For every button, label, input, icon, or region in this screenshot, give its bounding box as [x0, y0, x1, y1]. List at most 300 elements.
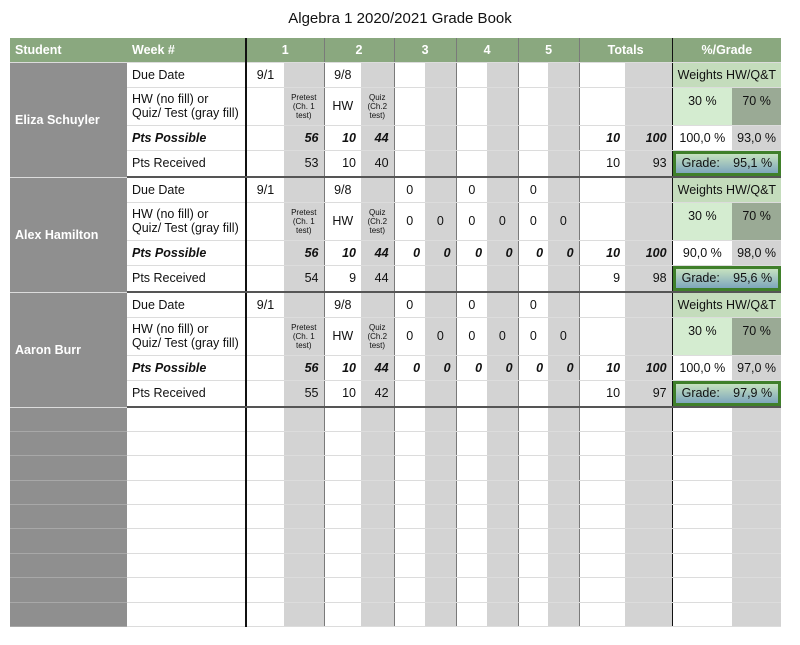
due-date-cell[interactable]: [425, 62, 456, 87]
empty-week-cell[interactable]: [284, 407, 324, 431]
empty-week-cell[interactable]: [548, 480, 579, 504]
assignment-type-cell[interactable]: [456, 87, 487, 125]
empty-label-cell[interactable]: [127, 529, 246, 553]
header-week-3[interactable]: 3: [394, 38, 456, 62]
pts-possible-cell[interactable]: 0: [487, 355, 518, 380]
empty-student-cell[interactable]: [10, 456, 127, 480]
empty-total-qt[interactable]: [625, 505, 672, 529]
empty-week-cell[interactable]: [246, 431, 284, 455]
empty-week-cell[interactable]: [361, 431, 394, 455]
empty-pct-qt[interactable]: [732, 578, 781, 602]
empty-week-cell[interactable]: [284, 578, 324, 602]
header-week-5[interactable]: 5: [518, 38, 579, 62]
empty-week-cell[interactable]: [487, 505, 518, 529]
pts-possible-cell[interactable]: 0: [394, 240, 425, 265]
total-hw-cell[interactable]: [579, 292, 625, 317]
empty-week-cell[interactable]: [487, 480, 518, 504]
due-date-cell[interactable]: [548, 177, 579, 202]
empty-week-cell[interactable]: [246, 407, 284, 431]
empty-week-cell[interactable]: [487, 553, 518, 577]
empty-student-cell[interactable]: [10, 602, 127, 626]
empty-total-hw[interactable]: [579, 456, 625, 480]
empty-week-cell[interactable]: [324, 480, 361, 504]
empty-total-qt[interactable]: [625, 407, 672, 431]
pts-received-cell[interactable]: [548, 265, 579, 292]
empty-week-cell[interactable]: [394, 553, 425, 577]
empty-week-cell[interactable]: [284, 456, 324, 480]
due-date-cell[interactable]: [361, 177, 394, 202]
empty-total-hw[interactable]: [579, 431, 625, 455]
weight-hw-input[interactable]: 30 %: [672, 317, 732, 355]
weight-qt-input[interactable]: 70 %: [732, 202, 781, 240]
empty-week-cell[interactable]: [518, 553, 548, 577]
due-date-cell[interactable]: 9/8: [324, 292, 361, 317]
assignment-type-cell[interactable]: Pretest (Ch. 1 test): [284, 202, 324, 240]
assignment-type-cell[interactable]: [425, 87, 456, 125]
due-date-cell[interactable]: [284, 292, 324, 317]
empty-week-cell[interactable]: [246, 505, 284, 529]
assignment-type-cell[interactable]: 0: [487, 317, 518, 355]
due-date-cell[interactable]: 0: [456, 292, 487, 317]
pts-received-cell[interactable]: 42: [361, 380, 394, 407]
total-hw-cell[interactable]: [579, 87, 625, 125]
empty-week-cell[interactable]: [394, 529, 425, 553]
pts-received-cell[interactable]: 53: [284, 150, 324, 177]
pts-received-cell[interactable]: [518, 265, 548, 292]
empty-week-cell[interactable]: [518, 480, 548, 504]
empty-week-cell[interactable]: [284, 431, 324, 455]
pts-possible-cell[interactable]: 10: [324, 355, 361, 380]
empty-total-hw[interactable]: [579, 407, 625, 431]
empty-week-cell[interactable]: [361, 480, 394, 504]
empty-week-cell[interactable]: [284, 602, 324, 626]
total-possible-qt: 100: [625, 355, 672, 380]
empty-week-cell[interactable]: [425, 431, 456, 455]
assignment-type-cell[interactable]: HW: [324, 202, 361, 240]
assignment-type-cell[interactable]: [246, 317, 284, 355]
total-hw-cell[interactable]: [579, 317, 625, 355]
empty-student-cell[interactable]: [10, 407, 127, 431]
assignment-type-cell[interactable]: 0: [425, 317, 456, 355]
assignment-type-cell[interactable]: 0: [487, 202, 518, 240]
empty-student-cell[interactable]: [10, 480, 127, 504]
pts-possible-cell[interactable]: [548, 125, 579, 150]
empty-week-cell[interactable]: [518, 431, 548, 455]
due-date-cell[interactable]: [425, 292, 456, 317]
empty-pct-hw[interactable]: [672, 407, 732, 431]
empty-week-cell[interactable]: [425, 578, 456, 602]
empty-week-cell[interactable]: [425, 553, 456, 577]
total-qt-cell[interactable]: [625, 202, 672, 240]
pts-possible-cell[interactable]: [246, 240, 284, 265]
empty-total-hw[interactable]: [579, 505, 625, 529]
pts-possible-cell[interactable]: 44: [361, 240, 394, 265]
empty-student-cell[interactable]: [10, 529, 127, 553]
empty-label-cell[interactable]: [127, 505, 246, 529]
empty-week-cell[interactable]: [518, 602, 548, 626]
empty-week-cell[interactable]: [518, 505, 548, 529]
due-date-cell[interactable]: [548, 62, 579, 87]
pts-received-cell[interactable]: [487, 265, 518, 292]
empty-week-cell[interactable]: [324, 456, 361, 480]
empty-week-cell[interactable]: [361, 602, 394, 626]
empty-pct-qt[interactable]: [732, 431, 781, 455]
empty-week-cell[interactable]: [246, 529, 284, 553]
due-date-cell[interactable]: 0: [394, 292, 425, 317]
empty-week-cell[interactable]: [456, 505, 487, 529]
assignment-type-cell[interactable]: 0: [394, 202, 425, 240]
due-date-cell[interactable]: 9/8: [324, 62, 361, 87]
assignment-type-cell[interactable]: 0: [456, 202, 487, 240]
pts-possible-cell[interactable]: [487, 125, 518, 150]
pts-possible-cell[interactable]: [246, 125, 284, 150]
empty-week-cell[interactable]: [324, 505, 361, 529]
empty-week-cell[interactable]: [518, 529, 548, 553]
empty-total-qt[interactable]: [625, 553, 672, 577]
empty-pct-hw[interactable]: [672, 431, 732, 455]
empty-week-cell[interactable]: [487, 407, 518, 431]
empty-label-cell[interactable]: [127, 431, 246, 455]
empty-week-cell[interactable]: [361, 529, 394, 553]
empty-week-cell[interactable]: [518, 456, 548, 480]
empty-week-cell[interactable]: [425, 456, 456, 480]
empty-week-cell[interactable]: [487, 431, 518, 455]
empty-week-cell[interactable]: [456, 431, 487, 455]
assignment-type-cell[interactable]: [487, 87, 518, 125]
empty-pct-hw[interactable]: [672, 602, 732, 626]
student-name[interactable]: Eliza Schuyler: [10, 62, 127, 177]
due-date-cell[interactable]: [518, 62, 548, 87]
empty-week-cell[interactable]: [324, 578, 361, 602]
weight-qt-input[interactable]: 70 %: [732, 317, 781, 355]
empty-total-hw[interactable]: [579, 529, 625, 553]
assignment-type-cell[interactable]: 0: [425, 202, 456, 240]
pts-possible-cell[interactable]: 0: [548, 240, 579, 265]
header-totals[interactable]: Totals: [579, 38, 672, 62]
total-qt-cell[interactable]: [625, 62, 672, 87]
empty-total-qt[interactable]: [625, 529, 672, 553]
empty-week-cell[interactable]: [361, 456, 394, 480]
pts-possible-cell[interactable]: 0: [518, 240, 548, 265]
assignment-type-cell[interactable]: 0: [518, 202, 548, 240]
pts-received-cell[interactable]: [246, 380, 284, 407]
due-date-cell[interactable]: 0: [518, 177, 548, 202]
header-week-2[interactable]: 2: [324, 38, 394, 62]
pts-possible-cell[interactable]: [456, 125, 487, 150]
pts-received-cell[interactable]: 10: [324, 150, 361, 177]
empty-total-qt[interactable]: [625, 480, 672, 504]
pts-received-cell[interactable]: [246, 265, 284, 292]
empty-week-cell[interactable]: [425, 480, 456, 504]
empty-week-cell[interactable]: [548, 602, 579, 626]
empty-student-cell[interactable]: [10, 505, 127, 529]
empty-week-cell[interactable]: [284, 505, 324, 529]
header-week[interactable]: Week #: [127, 38, 246, 62]
pts-possible-cell[interactable]: 0: [456, 240, 487, 265]
due-date-cell[interactable]: [394, 62, 425, 87]
empty-total-qt[interactable]: [625, 431, 672, 455]
assignment-type-cell[interactable]: 0: [548, 202, 579, 240]
weight-qt-input[interactable]: 70 %: [732, 87, 781, 125]
empty-week-cell[interactable]: [548, 456, 579, 480]
total-hw-cell[interactable]: [579, 62, 625, 87]
total-qt-cell[interactable]: [625, 87, 672, 125]
empty-pct-hw[interactable]: [672, 456, 732, 480]
assignment-type-cell[interactable]: [548, 87, 579, 125]
empty-week-cell[interactable]: [394, 480, 425, 504]
due-date-cell[interactable]: 0: [456, 177, 487, 202]
pts-received-cell[interactable]: 54: [284, 265, 324, 292]
due-date-cell[interactable]: 0: [394, 177, 425, 202]
empty-pct-hw[interactable]: [672, 480, 732, 504]
empty-pct-qt[interactable]: [732, 480, 781, 504]
empty-student-cell[interactable]: [10, 553, 127, 577]
empty-week-cell[interactable]: [456, 578, 487, 602]
empty-week-cell[interactable]: [394, 407, 425, 431]
student-name[interactable]: Alex Hamilton: [10, 177, 127, 292]
empty-pct-qt[interactable]: [732, 505, 781, 529]
empty-label-cell[interactable]: [127, 480, 246, 504]
pts-received-cell[interactable]: [425, 265, 456, 292]
pts-received-cell[interactable]: [246, 150, 284, 177]
pts-received-cell[interactable]: [394, 265, 425, 292]
empty-pct-qt[interactable]: [732, 553, 781, 577]
pts-received-cell[interactable]: 9: [324, 265, 361, 292]
empty-week-cell[interactable]: [246, 602, 284, 626]
pts-received-cell[interactable]: [456, 380, 487, 407]
header-week-1[interactable]: 1: [246, 38, 324, 62]
empty-week-cell[interactable]: [246, 480, 284, 504]
pts-possible-cell[interactable]: [425, 125, 456, 150]
pts-possible-cell[interactable]: 10: [324, 240, 361, 265]
empty-week-cell[interactable]: [361, 578, 394, 602]
total-qt-cell[interactable]: [625, 317, 672, 355]
pts-received-cell[interactable]: [487, 150, 518, 177]
empty-week-cell[interactable]: [456, 480, 487, 504]
empty-pct-qt[interactable]: [732, 456, 781, 480]
total-hw-cell[interactable]: [579, 177, 625, 202]
total-hw-cell[interactable]: [579, 202, 625, 240]
pts-possible-cell[interactable]: 56: [284, 125, 324, 150]
empty-week-cell[interactable]: [361, 553, 394, 577]
assignment-type-cell[interactable]: 0: [518, 317, 548, 355]
pts-received-cell[interactable]: [487, 380, 518, 407]
weight-hw-input[interactable]: 30 %: [672, 202, 732, 240]
empty-total-hw[interactable]: [579, 602, 625, 626]
empty-student-cell[interactable]: [10, 578, 127, 602]
pts-received-cell[interactable]: [548, 150, 579, 177]
pts-possible-cell[interactable]: 0: [548, 355, 579, 380]
due-date-cell[interactable]: [284, 177, 324, 202]
empty-week-cell[interactable]: [548, 431, 579, 455]
due-date-cell[interactable]: [487, 177, 518, 202]
assignment-type-cell[interactable]: [246, 87, 284, 125]
assignment-type-cell[interactable]: HW: [324, 87, 361, 125]
empty-total-qt[interactable]: [625, 602, 672, 626]
student-name[interactable]: Aaron Burr: [10, 292, 127, 407]
empty-week-cell[interactable]: [284, 529, 324, 553]
empty-pct-hw[interactable]: [672, 553, 732, 577]
empty-total-hw[interactable]: [579, 553, 625, 577]
empty-week-cell[interactable]: [394, 505, 425, 529]
due-date-cell[interactable]: 9/1: [246, 177, 284, 202]
empty-pct-hw[interactable]: [672, 505, 732, 529]
assignment-type-cell[interactable]: HW: [324, 317, 361, 355]
empty-week-cell[interactable]: [548, 407, 579, 431]
empty-week-cell[interactable]: [518, 578, 548, 602]
header-pct-grade[interactable]: %/Grade: [672, 38, 781, 62]
empty-week-cell[interactable]: [456, 553, 487, 577]
empty-week-cell[interactable]: [361, 407, 394, 431]
empty-week-cell[interactable]: [284, 553, 324, 577]
assignment-type-cell[interactable]: [394, 87, 425, 125]
pts-possible-cell[interactable]: 0: [456, 355, 487, 380]
empty-student-cell[interactable]: [10, 431, 127, 455]
pts-received-cell[interactable]: [425, 380, 456, 407]
empty-week-cell[interactable]: [456, 407, 487, 431]
empty-week-cell[interactable]: [394, 578, 425, 602]
due-date-cell[interactable]: 9/8: [324, 177, 361, 202]
pts-received-cell[interactable]: 55: [284, 380, 324, 407]
pts-received-cell[interactable]: [456, 150, 487, 177]
empty-week-cell[interactable]: [456, 602, 487, 626]
empty-week-cell[interactable]: [324, 529, 361, 553]
empty-total-hw[interactable]: [579, 578, 625, 602]
assignment-type-cell[interactable]: Quiz (Ch.2 test): [361, 87, 394, 125]
pts-possible-cell[interactable]: 0: [425, 240, 456, 265]
pts-received-cell[interactable]: 44: [361, 265, 394, 292]
pts-possible-cell[interactable]: 0: [518, 355, 548, 380]
empty-week-cell[interactable]: [284, 480, 324, 504]
pts-possible-cell[interactable]: 0: [487, 240, 518, 265]
final-grade-cell[interactable]: [672, 380, 781, 407]
empty-week-cell[interactable]: [361, 505, 394, 529]
final-grade-cell[interactable]: [672, 265, 781, 292]
assignment-type-cell[interactable]: 0: [394, 317, 425, 355]
empty-week-cell[interactable]: [394, 431, 425, 455]
due-date-cell[interactable]: [425, 177, 456, 202]
empty-week-cell[interactable]: [548, 578, 579, 602]
assignment-type-cell[interactable]: [518, 87, 548, 125]
pts-received-cell[interactable]: [518, 150, 548, 177]
empty-week-cell[interactable]: [487, 456, 518, 480]
pts-received-cell[interactable]: [548, 380, 579, 407]
pts-possible-cell[interactable]: [246, 355, 284, 380]
empty-label-cell[interactable]: [127, 553, 246, 577]
pts-received-cell[interactable]: 10: [324, 380, 361, 407]
empty-week-cell[interactable]: [425, 505, 456, 529]
empty-total-hw[interactable]: [579, 480, 625, 504]
weight-hw-input[interactable]: 30 %: [672, 87, 732, 125]
empty-week-cell[interactable]: [487, 602, 518, 626]
due-date-cell[interactable]: 9/1: [246, 292, 284, 317]
empty-row: [10, 578, 781, 602]
empty-week-cell[interactable]: [425, 602, 456, 626]
pts-possible-cell[interactable]: 56: [284, 355, 324, 380]
due-date-cell[interactable]: [487, 62, 518, 87]
empty-week-cell[interactable]: [324, 553, 361, 577]
empty-pct-hw[interactable]: [672, 578, 732, 602]
empty-week-cell[interactable]: [487, 578, 518, 602]
empty-pct-qt[interactable]: [732, 602, 781, 626]
assignment-type-cell[interactable]: Quiz (Ch.2 test): [361, 202, 394, 240]
empty-label-cell[interactable]: [127, 578, 246, 602]
empty-total-qt[interactable]: [625, 456, 672, 480]
empty-week-cell[interactable]: [324, 431, 361, 455]
empty-week-cell[interactable]: [246, 553, 284, 577]
empty-label-cell[interactable]: [127, 407, 246, 431]
pts-possible-cell[interactable]: 10: [324, 125, 361, 150]
due-date-cell[interactable]: [456, 62, 487, 87]
pts-possible-cell[interactable]: 0: [394, 355, 425, 380]
empty-week-cell[interactable]: [425, 407, 456, 431]
pts-possible-cell[interactable]: 56: [284, 240, 324, 265]
total-qt-cell[interactable]: [625, 177, 672, 202]
assignment-type-cell[interactable]: 0: [456, 317, 487, 355]
due-date-cell[interactable]: [284, 62, 324, 87]
empty-week-cell[interactable]: [324, 602, 361, 626]
pts-received-cell[interactable]: [425, 150, 456, 177]
due-date-cell[interactable]: [361, 292, 394, 317]
empty-week-cell[interactable]: [548, 553, 579, 577]
empty-pct-qt[interactable]: [732, 407, 781, 431]
due-date-cell[interactable]: 9/1: [246, 62, 284, 87]
pts-received-cell[interactable]: [456, 265, 487, 292]
pct-hw-value: 100,0 %: [672, 355, 732, 380]
pts-possible-cell[interactable]: [394, 125, 425, 150]
empty-week-cell[interactable]: [487, 529, 518, 553]
empty-week-cell[interactable]: [518, 407, 548, 431]
empty-week-cell[interactable]: [394, 602, 425, 626]
header-week-4[interactable]: 4: [456, 38, 518, 62]
pts-received-cell[interactable]: [394, 150, 425, 177]
empty-total-qt[interactable]: [625, 578, 672, 602]
assignment-type-cell[interactable]: 0: [548, 317, 579, 355]
empty-label-cell[interactable]: [127, 602, 246, 626]
due-date-cell[interactable]: 0: [518, 292, 548, 317]
due-date-cell[interactable]: [487, 292, 518, 317]
total-qt-cell[interactable]: [625, 292, 672, 317]
pts-received-cell[interactable]: [394, 380, 425, 407]
due-date-cell[interactable]: [548, 292, 579, 317]
header-student[interactable]: Student: [10, 38, 127, 62]
empty-week-cell[interactable]: [246, 456, 284, 480]
empty-pct-qt[interactable]: [732, 529, 781, 553]
pts-possible-cell[interactable]: 44: [361, 125, 394, 150]
pts-received-cell[interactable]: 40: [361, 150, 394, 177]
empty-week-cell[interactable]: [548, 505, 579, 529]
due-date-cell[interactable]: [361, 62, 394, 87]
empty-pct-hw[interactable]: [672, 529, 732, 553]
empty-week-cell[interactable]: [425, 529, 456, 553]
pts-received-cell[interactable]: [518, 380, 548, 407]
pts-possible-cell[interactable]: 44: [361, 355, 394, 380]
assignment-type-cell[interactable]: Pretest (Ch. 1 test): [284, 317, 324, 355]
empty-week-cell[interactable]: [548, 529, 579, 553]
pts-possible-cell[interactable]: [518, 125, 548, 150]
empty-week-cell[interactable]: [456, 456, 487, 480]
empty-week-cell[interactable]: [324, 407, 361, 431]
assignment-type-cell[interactable]: [246, 202, 284, 240]
assignment-type-cell[interactable]: Pretest (Ch. 1 test): [284, 87, 324, 125]
assignment-type-cell[interactable]: Quiz (Ch.2 test): [361, 317, 394, 355]
empty-label-cell[interactable]: [127, 456, 246, 480]
empty-week-cell[interactable]: [246, 578, 284, 602]
pts-possible-cell[interactable]: 0: [425, 355, 456, 380]
empty-week-cell[interactable]: [394, 456, 425, 480]
empty-week-cell[interactable]: [456, 529, 487, 553]
final-grade-cell[interactable]: [672, 150, 781, 177]
